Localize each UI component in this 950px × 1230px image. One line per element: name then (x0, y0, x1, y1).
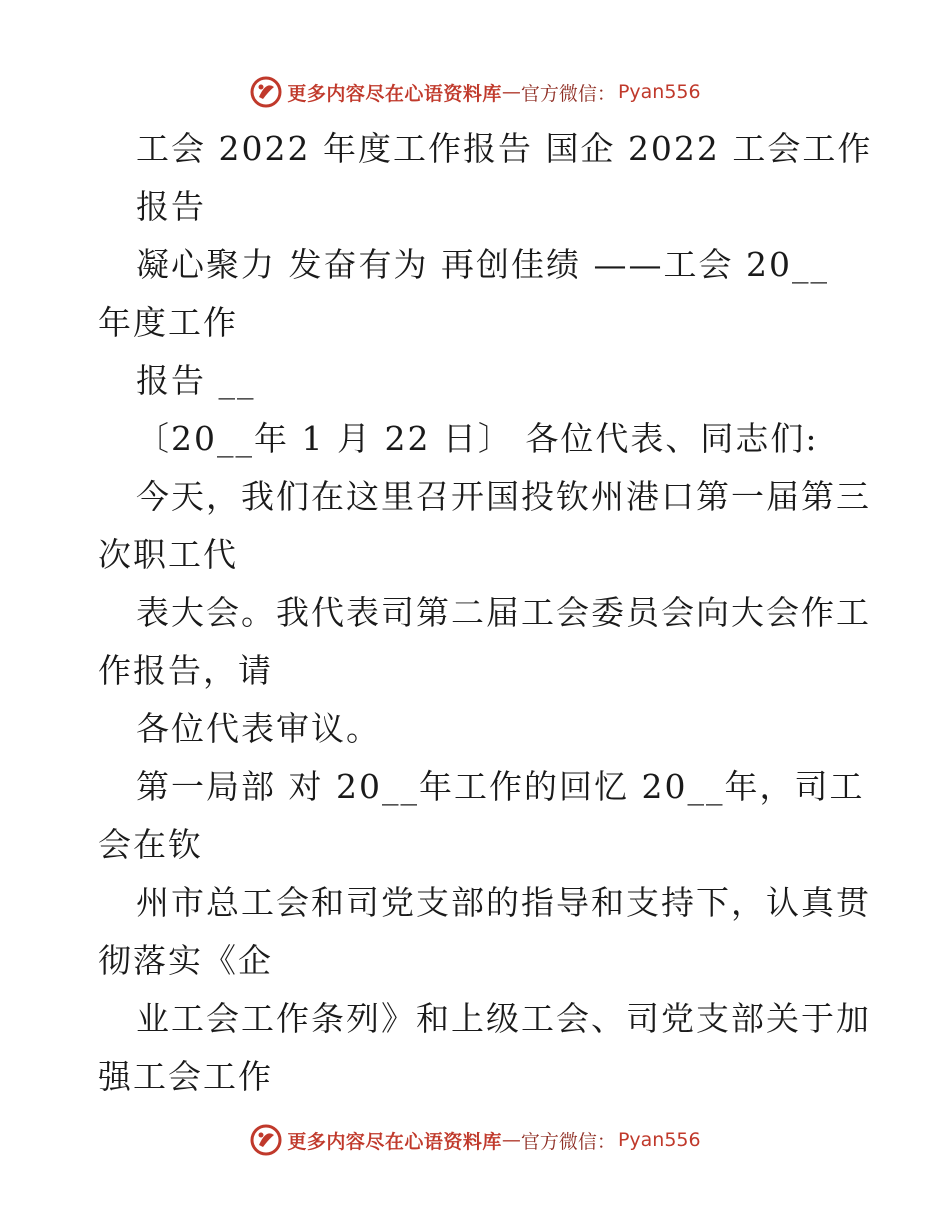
banner-text: 更多内容尽在心语资料库 (287, 82, 502, 105)
body-line: 第一局部 对 20__年工作的回忆 20__年，司工 (136, 767, 865, 806)
body-line: 作报告，请 (98, 651, 273, 690)
banner-wechat-label: 官方微信： (520, 1130, 616, 1153)
body-line: 各位代表审议。 (136, 709, 381, 748)
footer-banner (0, 1120, 950, 1160)
body-line: 州市总工会和司党支部的指导和支持下，认真贯 (136, 883, 871, 922)
body-line: 彻落实《企 (98, 941, 273, 980)
body-line: 次职工代 (98, 535, 238, 574)
body-line: 业工会工作条列》和上级工会、司党支部关于加 (136, 999, 871, 1038)
body-line: 工会 2022 年度工作报告 国企 2022 工会工作 (136, 129, 873, 168)
body-line: 报告 __ (136, 361, 256, 400)
body-line: 会在钦 (98, 825, 203, 864)
header-banner (0, 72, 950, 112)
banner-dash: — (501, 81, 521, 103)
logo-icon (249, 75, 283, 109)
banner-dash: — (501, 1129, 521, 1151)
body-line: 凝心聚力 发奋有为 再创佳绩 ——工会 20__ (136, 245, 829, 284)
body-line: 年度工作 (98, 303, 238, 342)
body-line: 强工会工作 (98, 1057, 273, 1096)
banner-wechat-id: Pyan556 (617, 81, 701, 103)
banner-wechat-id: Pyan556 (617, 1129, 701, 1151)
logo-icon (249, 1123, 283, 1157)
body-line: 报告 (136, 187, 206, 226)
body-line: 〔20__年 1 月 22 日〕 各位代表、同志们: (136, 419, 819, 458)
banner-text: 更多内容尽在心语资料库 (287, 1130, 502, 1153)
banner-wechat-label: 官方微信： (520, 82, 616, 105)
body-line: 表大会。我代表司第二届工会委员会向大会作工 (136, 593, 871, 632)
body-line: 今天，我们在这里召开国投钦州港口第一届第三 (136, 477, 871, 516)
